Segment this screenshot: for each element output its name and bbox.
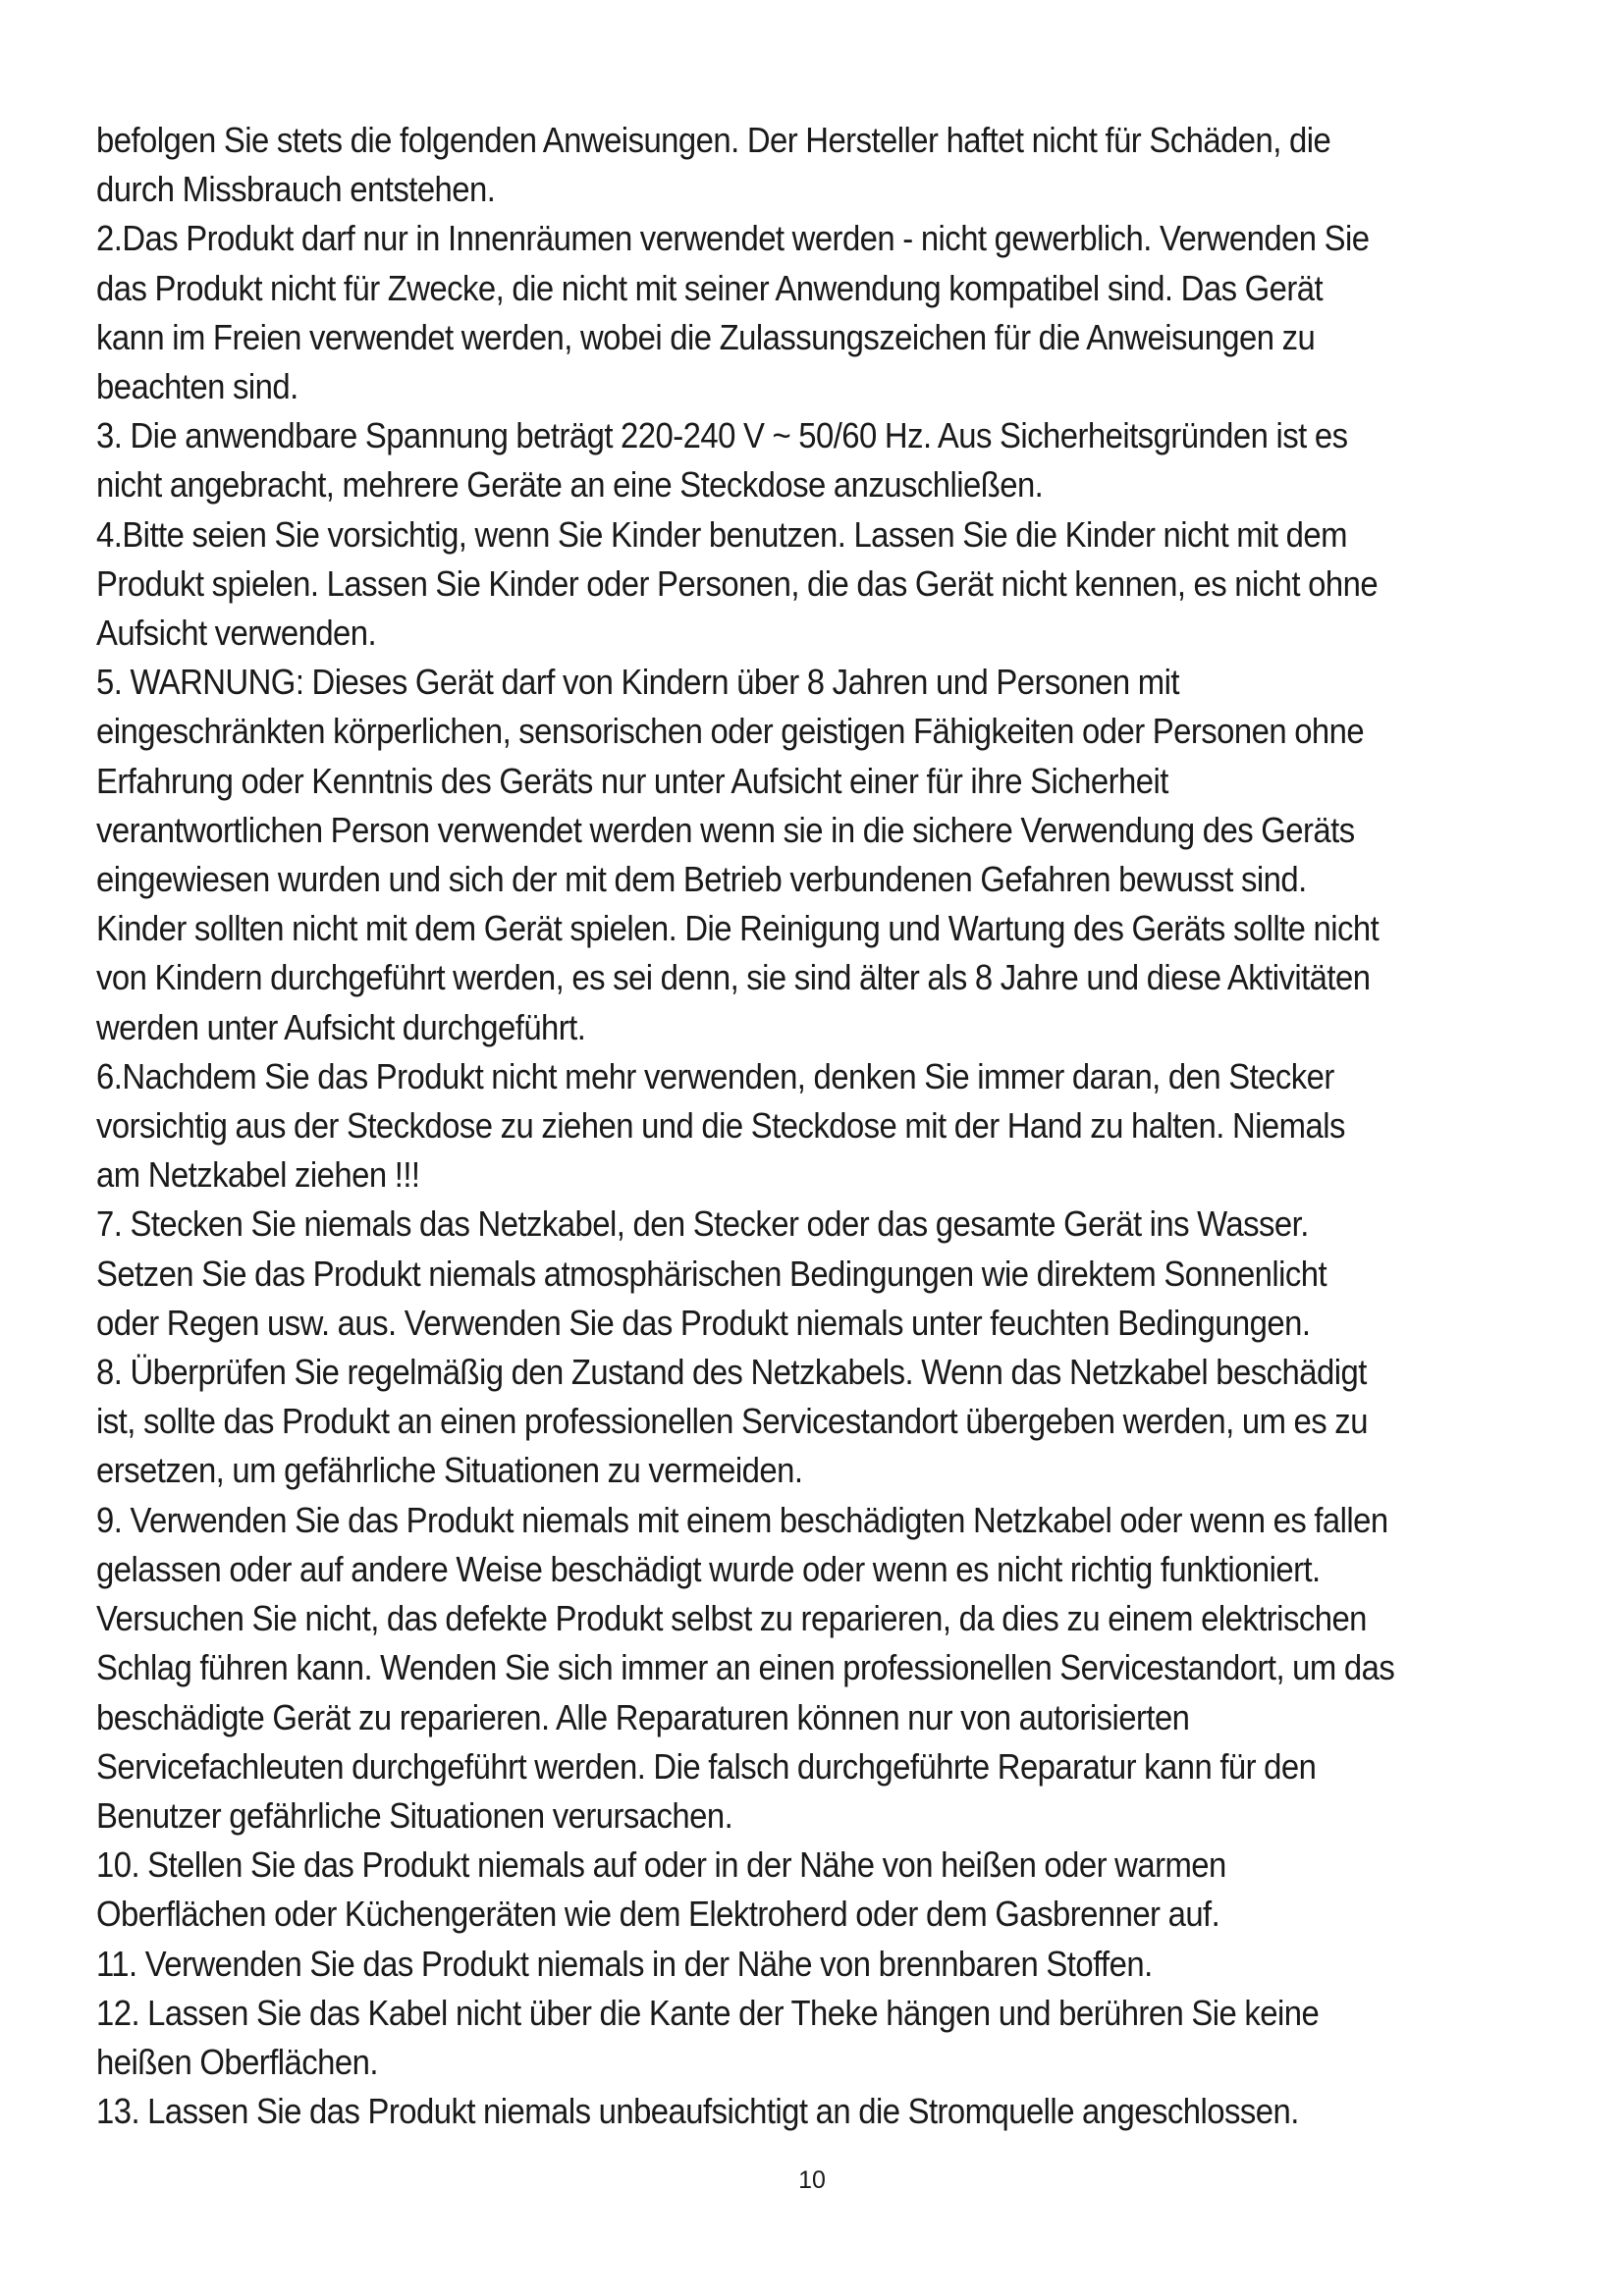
paragraph-intro: befolgen Sie stets die folgenden Anweisungen. Der Hersteller haftet nicht für Schäden, die durch Missbrauch entstehen. xyxy=(96,120,1331,210)
paragraph-item-8: 8. Überprüfen Sie regelmäßig den Zustand des Netzkabels. Wenn das Netzkabel beschädigt ist, sollte das Produkt an einen professionellen Servicestandort übergeben werden, um es zu ersetzen, um gefährliche Situationen zu vermeiden. xyxy=(96,1352,1368,1491)
paragraph-item-12: 12. Lassen Sie das Kabel nicht über die Kante der Theke hängen und berühren Sie keine heißen Oberflächen. xyxy=(96,1992,1320,2082)
paragraph-item-5: 5. WARNUNG: Dieses Gerät darf von Kindern über 8 Jahren und Personen mit eingeschränkten körperlichen, sensorischen oder geistigen Fähigkeiten oder Personen ohne Erfahrung oder Kenntnis des Geräts nur unter Aufsicht einer für ihre Sicherheit verantwortlichen Person verwendet werden wenn sie in die sichere Verwendung des Geräts eingewiesen wurden und sich der mit dem Betrieb verbundenen Gefahren bewusst sind. Kinder sollten nicht mit dem Gerät spielen. Die Reinigung und Wartung des Geräts sollte nicht von Kindern durchgeführt werden, es sei denn, sie sind älter als 8 Jahre und diese Aktivitäten werden unter Aufsicht durchgeführt. xyxy=(96,662,1380,1047)
paragraph-item-11: 11. Verwenden Sie das Produkt niemals in der Nähe von brennbaren Stoffen. xyxy=(96,1943,1153,1984)
paragraph-item-6: 6.Nachdem Sie das Produkt nicht mehr verwenden, denken Sie immer daran, den Stecker vorsichtig aus der Steckdose zu ziehen und die Steckdose mit der Hand zu halten. Niemals am Netzkabel ziehen !!! xyxy=(96,1055,1345,1196)
paragraph-item-13: 13. Lassen Sie das Produkt niemals unbeaufsichtigt an die Stromquelle angeschlossen. xyxy=(96,2091,1299,2132)
paragraph-item-4: 4.Bitte seien Sie vorsichtig, wenn Sie Kinder benutzen. Lassen Sie die Kinder nicht mit dem Produkt spielen. Lassen Sie Kinder oder Personen, die das Gerät nicht kennen, es nicht ohne Aufsicht verwenden. xyxy=(96,513,1379,654)
page-number: 10 xyxy=(798,2166,826,2194)
document-body xyxy=(96,116,1395,2136)
paragraph-item-10: 10. Stellen Sie das Produkt niemals auf oder in der Nähe von heißen oder warmen Oberflächen oder Küchengeräten wie dem Elektroherd oder dem Gasbrenner auf. xyxy=(96,1844,1226,1935)
paragraph-item-7: 7. Stecken Sie niemals das Netzkabel, den Stecker oder das gesamte Gerät ins Wasser. Setzen Sie das Produkt niemals atmosphärischen Bedingungen wie direktem Sonnenlicht oder Regen usw. aus. Verwenden Sie das Produkt niemals unter feuchten Bedingungen. xyxy=(96,1203,1327,1343)
paragraph-item-3: 3. Die anwendbare Spannung beträgt 220-240 V ~ 50/60 Hz. Aus Sicherheitsgründen ist es nicht angebracht, mehrere Geräte an eine Steckdose anzuschließen. xyxy=(96,415,1348,506)
paragraph-item-9: 9. Verwenden Sie das Produkt niemals mit einem beschädigten Netzkabel oder wenn es fallen gelassen oder auf andere Weise beschädigt wurde oder wenn es nicht richtig funktioniert. Versuchen Sie nicht, das defekte Produkt selbst zu reparieren, da dies zu einem elektrischen Schlag führen kann. Wenden Sie sich immer an einen professionellen Servicestandort, um das beschädigte Gerät zu reparieren. Alle Reparaturen können nur von autorisierten Servicefachleuten durchgeführt werden. Die falsch durchgeführte Reparatur kann für den Benutzer gefährliche Situationen verursachen. xyxy=(96,1499,1395,1836)
paragraph-item-2: 2.Das Produkt darf nur in Innenräumen verwendet werden - nicht gewerblich. Verwenden Sie das Produkt nicht für Zwecke, die nicht mit seiner Anwendung kompatibel sind. Das Gerät kann im Freien verwendet werden, wobei die Zulassungszeichen für die Anweisungen zu beachten sind. xyxy=(96,218,1370,407)
